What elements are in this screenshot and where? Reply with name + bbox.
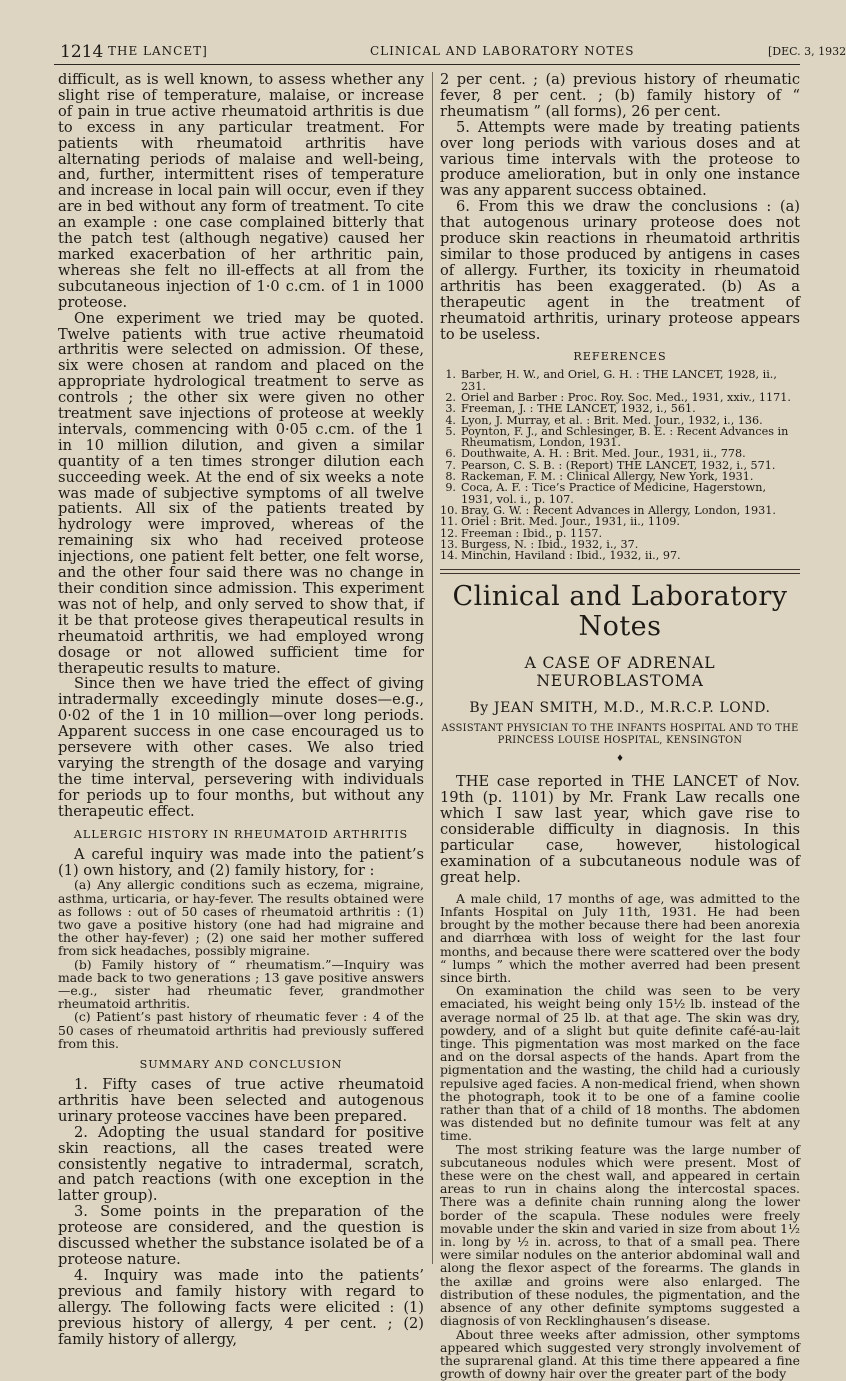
reference-number: 8. [445,470,456,484]
reference-number: 7. [445,458,456,472]
column-divider [432,72,433,1264]
article-byline: By JEAN SMITH, M.D., M.R.C.P. LOND. [469,700,771,717]
issue-date: [DEC. 3, 1932 [768,45,846,58]
reference-number: 1. [445,368,456,382]
right-column [440,71,800,1381]
reference-text: Bray, G. W. : Recent Advances in Allergy, London, 1931. [461,503,776,517]
small-paragraph: (a) Any allergic conditions such as eczema, migraine, asthma, urticaria, or hay-fever. The results obtained were as follows : out of 50 cases of rheumatoid arthritis : (1) two gave a positive history (one had had migraine and the other hay-fever) ; (2) one said her mother suffered from sick headaches, possibly migraine. [58,877,424,959]
small-paragraph: (c) Patient’s past history of rheumatic fever : 4 of the 50 cases of rheumatoid arthritis had previously suffered from this. [58,1009,424,1051]
conclusion-item: 5. Attempts were made by treating patients over long periods with various doses and at various time intervals with the proteose to produce amelioration, but in only one instance was any apparent success obtained. [440,118,800,200]
reference-text: Minchin, Haviland : Ibid., 1932, ii., 97. [461,549,681,563]
paragraph: A careful inquiry was made into the patient’s (1) own history, and (2) family history, for : [58,845,424,879]
reference-item [440,516,800,527]
conclusion-item: 2. Adopting the usual standard for positive skin reactions, all the cases treated were consistently negative to intradermal, scratch, and patch reactions (with one exception in the latter group). [58,1123,424,1205]
article-title: A CASE OF ADRENAL NEUROBLASTOMA [524,654,716,691]
conclusion-item: 6. From this we draw the conclusions : (a) that autogenous urinary proteose does not produce skin reactions in rheumatoid arthritis similar to those produced by antigens in cases of allergy. Further, its toxicity in rheumatoid arthritis has been exaggerated. (b) As a therapeutic agent in the treatment of rheumatoid arthritis, urinary proteose appears to be useless. [440,198,800,343]
reference-number: 4. [445,413,456,427]
conclusion-item: 3. Some points in the preparation of the proteose are considered, and the question is discussed whether the substance isolated be of a proteose nature. [58,1203,424,1269]
reference-text: Douthwaite, A. H. : Brit. Med. Jour., 1931, ii., 778. [461,447,746,461]
reference-text: Oriel : Brit. Med. Jour., 1931, ii., 1109. [461,515,680,529]
header-rule [54,64,800,65]
paragraph: 2 per cent. ; (a) previous history of rheumatic fever, 8 per cent. ; (b) family history of “ rheumatism ” (all forms), 26 per cent. [440,71,800,120]
conclusion-item: 1. Fifty cases of true active rheumatoid arthritis have been selected and autogenous urinary proteose vaccines have been prepared. [58,1076,424,1125]
reference-number: 2. [445,391,456,404]
affiliation-line: PRINCESS LOUISE HOSPITAL, KENSINGTON [497,734,743,746]
reference-text: Coca, A. F. : Tice’s Practice of Medicine, Hagerstown, 1931, vol. i., p. 107. [461,481,766,506]
reference-item [440,482,800,505]
reference-item [440,426,800,449]
reference-item [440,403,800,414]
section-banner: Clinical and Laboratory Notes [452,581,788,643]
ornament: ♦ [615,754,625,765]
section-title: CLINICAL AND LABORATORY NOTES [370,44,635,58]
reference-text: Lyon, J. Murray, et al. : Brit. Med. Jour., 1932, i., 136. [461,413,763,427]
reference-number: 14. [440,549,458,563]
small-paragraph: The most striking feature was the large number of subcutaneous nodules which were present. Most of these were on the chest wall, and appeared in certain areas to run in chains along the intercostal spaces. There was a definite chain running along the lower border of the scapula. These nodules were freely movable under the skin and varied in size from about 1½ in. long by ½ in. across, to that of a small pea. There were similar nodules on the anterior abdominal wall and along the flexor aspect of the forearms. The glands in the axillæ and groins were also enlarged. The distribution of these nodules, the pigmentation, and the absence of any other definite symptoms suggested a diagnosis of von Recklinghausen’s disease. [440,1141,800,1329]
paragraph: difficult, as is well known, to assess whether any slight rise of temperature, malaise, or increase of pain in true active rheumatoid arthritis is due to excess in any particular treatment. For patients with rheumatoid arthritis have alternating periods of malaise and well-being, and, further, intermittent rises of temperature and increase in local pain will occur, even if they are in bed without any form of treatment. To cite an example : one case complained bitterly that the patch test (although negative) caused her marked exacerbation of her arthritic pain, whereas she felt no ill-effects at all from the subcutaneous injection of 1·0 c.cm. of 1 in 1000 proteose. [58,71,424,311]
reference-item [440,550,800,561]
journal-name: THE LANCET] [108,44,208,58]
reference-number: 13. [440,537,458,551]
affiliation-line: ASSISTANT PHYSICIAN TO THE INFANTS HOSPITAL AND TO THE [441,723,799,735]
running-head [60,40,846,66]
small-paragraph: A male child, 17 months of age, was admitted to the Infants Hospital on July 11th, 1931. He had been brought by the mother because there had been anorexia and diarrhœa with loss of weight for the last four months, and because there were scattered over the body “ lumps ” which the mother averred had been present since birth. [440,890,800,986]
paragraph: Since then we have tried the effect of giving intradermally exceedingly minute doses—e.g., 0·02 of the 1 in 10 million—over long periods. Apparent success in one case encouraged us to persevere with other cases. We also tried varying the strength of the dosage and varying the time interval, persevering with individuals for periods up to four months, but without any therapeutic effect. [58,675,424,820]
reference-number: 6. [445,447,456,461]
reference-number: 11. [440,515,458,529]
reference-text: Burgess, N. : Ibid., 1932, i., 37. [461,537,639,551]
reference-text: Pearson, C. S. B. : (Report) THE LANCET, 1932, i., 571. [461,458,776,472]
conclusion-item: 4. Inquiry was made into the patients’ previous and family history with regard to allergy. The following facts were elicited : (1) previous history of allergy, 4 per cent. ; (2) family history of allergy, [58,1266,424,1348]
reference-text: Poynton, F. J., and Schlesinger, B. E. : Recent Advances in Rheumatism, London, 1931. [461,424,789,450]
paragraph: One experiment we tried may be quoted. Twelve patients with true active rheumatoid arthritis were selected on admission. Of these, six were chosen at random and placed on the appropriate hydrological treatment to serve as controls ; the other six were given no other treatment save injections of proteose at weekly intervals, commencing with 0·05 c.cm. of the 1 in 10 million dilution, and given a similar quantity of a ten times stronger dilution each succeeding week. At the end of six weeks a note was made of subjective symptoms of all twelve patients. All six of the patients treated by hydrology were improved, whereas of the remaining six who had received proteose injections, one patient felt better, one felt worse, and the other four said there was no change in their condition since admission. This experiment was not of help, and only served to show that, if it be that proteose gives therapeutical results in rheumatoid arthritis, we had employed wrong dosage or not allowed sufficient time for therapeutic results to mature. [58,309,424,677]
section-rule [440,569,800,574]
small-paragraph: About three weeks after admission, other symptoms appeared which suggested very strongly involvement of the suprarenal gland. At this time there appeared a fine growth of downy hair over the greater part of the body [440,1326,800,1381]
section-heading: SUMMARY AND CONCLUSION [139,1058,343,1072]
reference-number: 10. [440,503,458,517]
paragraph: THE case reported in THE LANCET of Nov. 19th (p. 1101) by Mr. Frank Law recalls one which I saw last year, which gave rise to considerable difficulty in diagnosis. In this particular case, however, histological examination of a subcutaneous nodule was of great help. [440,773,800,886]
section-heading: ALLERGIC HISTORY IN RHEUMATOID ARTHRITIS [73,827,409,841]
reference-text: Rackeman, F. M. : Clinical Allergy, New York, 1931. [461,470,754,484]
left-column [58,71,424,1348]
reference-text: Oriel and Barber : Proc. Roy. Soc. Med., 1931, xxiv., 1171. [461,391,791,404]
reference-item [440,369,800,392]
reference-text: Freeman, J. : THE LANCET, 1932, i., 561. [461,402,696,416]
reference-text: Barber, H. W., and Oriel, G. H. : THE LANCET, 1928, ii., 231. [461,368,777,393]
reference-number: 9. [445,481,456,495]
reference-number: 12. [440,526,458,540]
references-heading: REFERENCES [573,350,667,364]
reference-number: 3. [445,402,456,416]
references-list [440,369,800,561]
reference-number: 5. [445,424,456,438]
small-paragraph: On examination the child was seen to be very emaciated, his weight being only 15½ lb. instead of the average normal of 25 lb. at that age. The skin was dry, powdery, and of a slight but quite definite café-au-lait tinge. This pigmentation was most marked on the face and on the dorsal aspects of the hands. Apart from the pigmentation and the wasting, the child had a curiously repulsive aged facies. A non-medical friend, when shown the photograph, took it to be one of a famine coolie rather than that of a child of 18 months. The abdomen was distended but no definite tumour was felt at any time. [440,983,800,1144]
page-number: 1214 [60,42,104,62]
author-affiliation [440,723,800,746]
small-paragraph: (b) Family history of “ rheumatism.”—Inquiry was made back to two generations ; 13 gave positive answers—e.g., sister had rheumatic fever, grandmother rheumatoid arthritis. [58,956,424,1012]
reference-text: Freeman : Ibid., p. 1157. [461,526,603,540]
